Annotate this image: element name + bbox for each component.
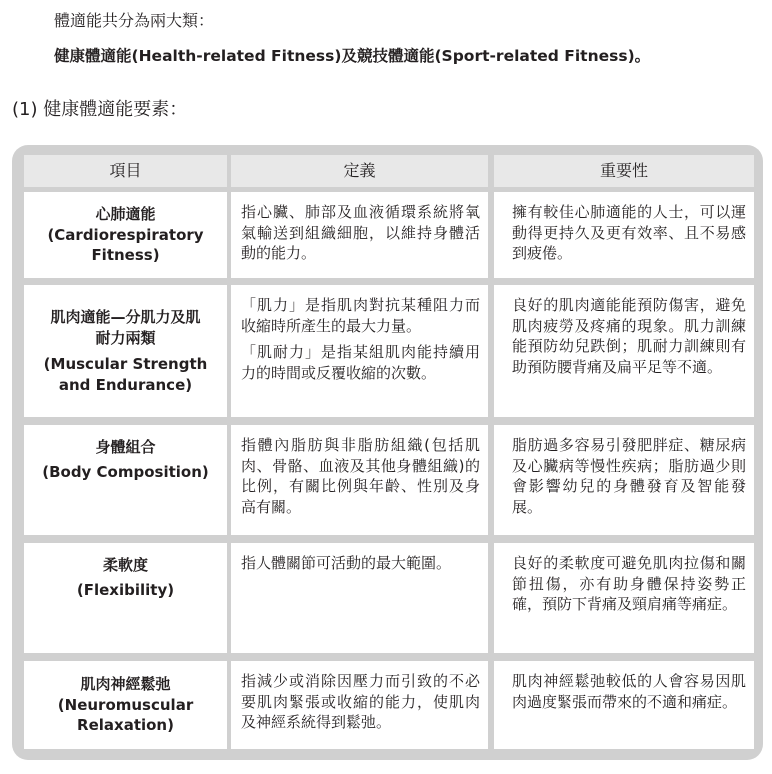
- item-name-en: (Muscular Strength and Endurance): [43, 355, 208, 394]
- table-row-item: [24, 661, 227, 749]
- definition-cell: [231, 425, 488, 535]
- importance-text: 脂肪過多容易引發肥胖症、糖尿病及心臟病等慢性疾病；脂肪過少則會影響幼兒的身體發育及智能發展。: [512, 436, 746, 516]
- item-name-zh: 肌肉神經鬆弛: [80, 675, 171, 694]
- header-item: 項目: [24, 155, 227, 187]
- header-definition: 定義: [231, 155, 488, 187]
- definition-text: 指人體關節可活動的最大範圍。: [241, 554, 452, 572]
- definition-text: 「肌耐力」是指某組肌肉能持續用力的時間或反覆收縮的次數。: [241, 343, 480, 382]
- intro-text: 體適能共分為兩大類：: [54, 11, 215, 30]
- importance-cell: [494, 425, 754, 535]
- fitness-categories: 健康體適能(Health-related Fitness)及競技體適能(Sport-related Fitness)。: [54, 47, 651, 65]
- item-name-zh: 柔軟度: [102, 556, 148, 574]
- importance-cell: [494, 192, 754, 278]
- definition-text: 「肌力」是指肌肉對抗某種阻力而收縮時所產生的最大力量。: [241, 296, 480, 335]
- header-importance: 重要性: [494, 155, 754, 187]
- importance-text: 擁有較佳心肺適能的人士，可以運動得更持久及更有效率、且不易感到疲倦。: [512, 203, 746, 262]
- importance-cell: [494, 661, 754, 749]
- item-name-zh: 心肺適能: [95, 205, 156, 224]
- section-heading: (1) 健康體適能要素：: [12, 99, 188, 120]
- importance-text: 良好的柔軟度可避免肌肉拉傷和關節扭傷，亦有助身體保持姿勢正確，預防下背痛及頸肩痛等痛症。: [512, 554, 746, 613]
- definition-cell: [231, 285, 488, 417]
- item-name-en: (Flexibility): [76, 580, 175, 599]
- table-row-item: [24, 543, 227, 653]
- definition-cell: [231, 661, 488, 749]
- table-row-item: [24, 192, 227, 278]
- definition-text: 指減少或消除因壓力而引致的不必要肌肉緊張或收縮的能力，使肌肉及神經系統得到鬆弛。: [241, 672, 480, 731]
- item-name-zh: 肌肉適能—分肌力及肌耐力兩類: [50, 308, 201, 347]
- importance-text: 良好的肌肉適能能預防傷害，避免肌肉疲勞及疼痛的現象。肌力訓練能預防幼兒跌倒；肌耐力訓練則有助預防腰背痛及扁平足等不適。: [512, 296, 746, 376]
- item-name-en: (Cardiorespiratory Fitness): [47, 225, 204, 265]
- table-row-item: [24, 425, 227, 535]
- definition-cell: [231, 192, 488, 278]
- importance-cell: [494, 543, 754, 653]
- definition-cell: [231, 543, 488, 653]
- importance-text: 肌肉神經鬆弛較低的人會容易因肌肉過度緊張而帶來的不適和痛症。: [512, 672, 746, 711]
- importance-cell: [494, 285, 754, 417]
- definition-text: 指心臟、肺部及血液循環系統將氧氣輸送到組織細胞，以維持身體活動的能力。: [241, 203, 480, 262]
- table-row-item: [24, 285, 227, 417]
- item-name-zh: 身體組合: [95, 438, 156, 456]
- definition-text: 指體內脂肪與非脂肪組織(包括肌肉、骨骼、血液及其他身體組織)的比例，有關比例與年齡、性別及身高有關。: [241, 436, 480, 516]
- item-name-en: (Neuromuscular Relaxation): [57, 695, 194, 735]
- item-name-en: (Body Composition): [42, 462, 209, 481]
